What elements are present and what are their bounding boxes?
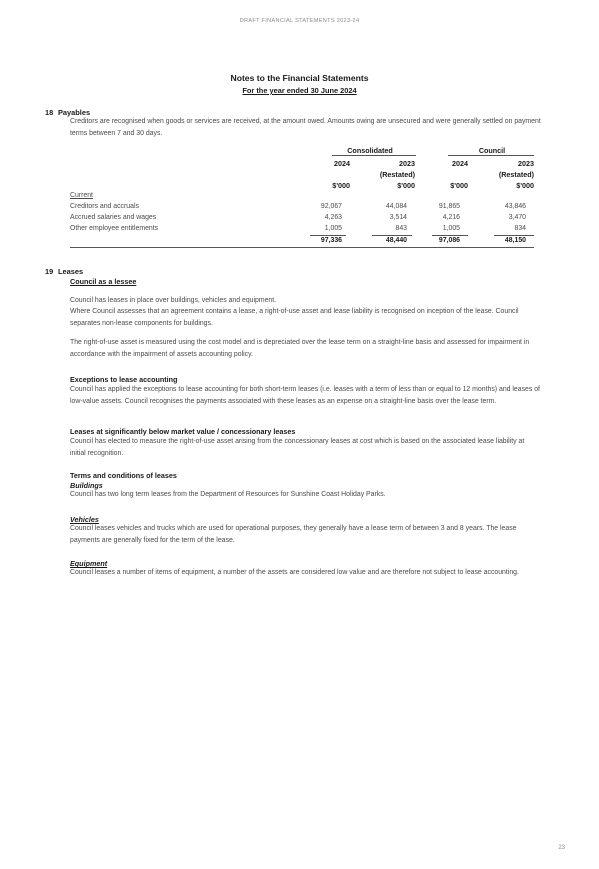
rule-sum-2 (372, 235, 412, 236)
section-18-title: Payables (58, 108, 91, 117)
lessee-para-3 (70, 337, 540, 360)
below-market-heading: Leases at significantly below market value / concessionary leases (70, 427, 296, 436)
buildings-para (70, 489, 550, 501)
section-19-title: Leases (58, 267, 84, 276)
row-label-creditors: Creditors and accruals (70, 203, 139, 210)
rule-total-bottom (70, 247, 534, 248)
below-market-para (70, 436, 540, 459)
cell-creditors-4: 43,846 (504, 203, 526, 210)
col-year-4: 2023 (518, 159, 534, 168)
group-head-consolidated: Consolidated (347, 146, 393, 155)
equipment-text: Council leases a number of items of equipment, a number of the assets are considered low value and are therefore not subject to lease accounting. (70, 569, 519, 576)
lessee-para-3-text: The right-of-use asset is measured using the cost model and is depreciated over the lease term on a straight-line basis and assessed for impairment in accordance with the impairment of assets accounting policy. (70, 339, 530, 358)
total-4: 48,150 (504, 237, 526, 244)
page-title: Notes to the Financial Statements (230, 73, 369, 83)
col-unit-3: $'000 (450, 181, 468, 190)
cell-entitlements-4: 834 (514, 225, 526, 232)
exceptions-text: Council has applied the exceptions to lease accounting for both short-term leases (i.e. leases with a term of less than or equal to 12 months) and leases of low-value assets. Council recognises the payments associated with these leases as an expense on a straight-line basis over the lease term. (70, 386, 540, 405)
total-2: 48,440 (385, 237, 407, 244)
col-unit-1: $'000 (332, 181, 350, 190)
vehicles-heading: Vehicles (70, 515, 99, 524)
col-unit-4: $'000 (516, 181, 534, 190)
col-year-2: 2023 (399, 159, 415, 168)
exceptions-para (70, 384, 548, 407)
cell-salaries-3: 4,216 (442, 214, 460, 221)
group-head-council: Council (478, 146, 506, 155)
exceptions-heading: Exceptions to lease accounting (70, 375, 178, 384)
col-unit-2: $'000 (397, 181, 415, 190)
lessee-heading: Council as a lessee (70, 277, 137, 286)
total-1: 97,336 (320, 237, 342, 244)
col-year-3: 2024 (452, 159, 468, 168)
below-market-text: Council has elected to measure the right-of-use asset arising from the concessionary leases at cost which is based on the associated lease liability at initial recognition. (70, 438, 525, 457)
col-restated-4: (Restated) (498, 170, 534, 179)
cell-entitlements-2: 843 (395, 225, 407, 232)
col-year-1: 2024 (334, 159, 350, 168)
category-current: Current (70, 192, 93, 199)
rule-sum-4 (494, 235, 534, 236)
vehicles-para (70, 523, 548, 546)
row-label-entitlements: Other employee entitlements (70, 225, 159, 232)
cell-entitlements-3: 1,005 (442, 225, 460, 232)
group-rule-consolidated (332, 155, 416, 156)
buildings-heading: Buildings (70, 481, 103, 490)
section-18-number: 18 (45, 108, 54, 117)
equipment-para (70, 567, 540, 579)
cell-creditors-1: 92,067 (320, 203, 342, 210)
cell-salaries-1: 4,263 (324, 214, 342, 221)
page-subtitle (0, 86, 599, 95)
payables-intro (70, 116, 552, 139)
section-19-number: 19 (45, 267, 54, 276)
group-rule-council (448, 155, 534, 156)
lessee-para-2 (70, 306, 548, 329)
total-3: 97,086 (438, 237, 460, 244)
cell-creditors-2: 44,084 (385, 203, 407, 210)
equipment-heading: Equipment (70, 559, 108, 568)
vehicles-text: Council leases vehicles and trucks which are used for operational purposes, they generally have a lease term of between 3 and 8 years. The lease payments are generally fixed for the term of the lease. (70, 525, 517, 544)
rule-sum-3 (432, 235, 468, 236)
lessee-para-1 (70, 295, 550, 307)
col-restated-2: (Restated) (379, 170, 415, 179)
cell-entitlements-1: 1,005 (324, 225, 342, 232)
lessee-para-2-text: Where Council assesses that an agreement contains a lease, a right-of-use asset and lease liability is recognised on inception of the lease. Council separates non-lease components for buildings. (70, 308, 519, 327)
page-number: 23 (558, 845, 565, 851)
rule-sum-1 (310, 235, 346, 236)
cell-creditors-3: 91,865 (438, 203, 460, 210)
draft-header: DRAFT FINANCIAL STATEMENTS 2023-24 (239, 18, 360, 24)
cell-salaries-4: 3,470 (508, 214, 526, 221)
lessee-para-1-text: Council has leases in place over buildings, vehicles and equipment. (70, 297, 277, 304)
page-subtitle-text: For the year ended 30 June 2024 (242, 86, 357, 95)
buildings-text: Council has two long term leases from the Department of Resources for Sunshine Coast Holiday Parks. (70, 491, 386, 498)
terms-heading: Terms and conditions of leases (70, 471, 177, 480)
cell-salaries-2: 3,514 (389, 214, 407, 221)
payables-intro-text: Creditors are recognised when goods or services are received, at the amount owed. Amounts owing are unsecured and were generally settled on payment terms between 7 and 30 days. (70, 118, 541, 137)
row-label-salaries: Accrued salaries and wages (70, 214, 157, 221)
